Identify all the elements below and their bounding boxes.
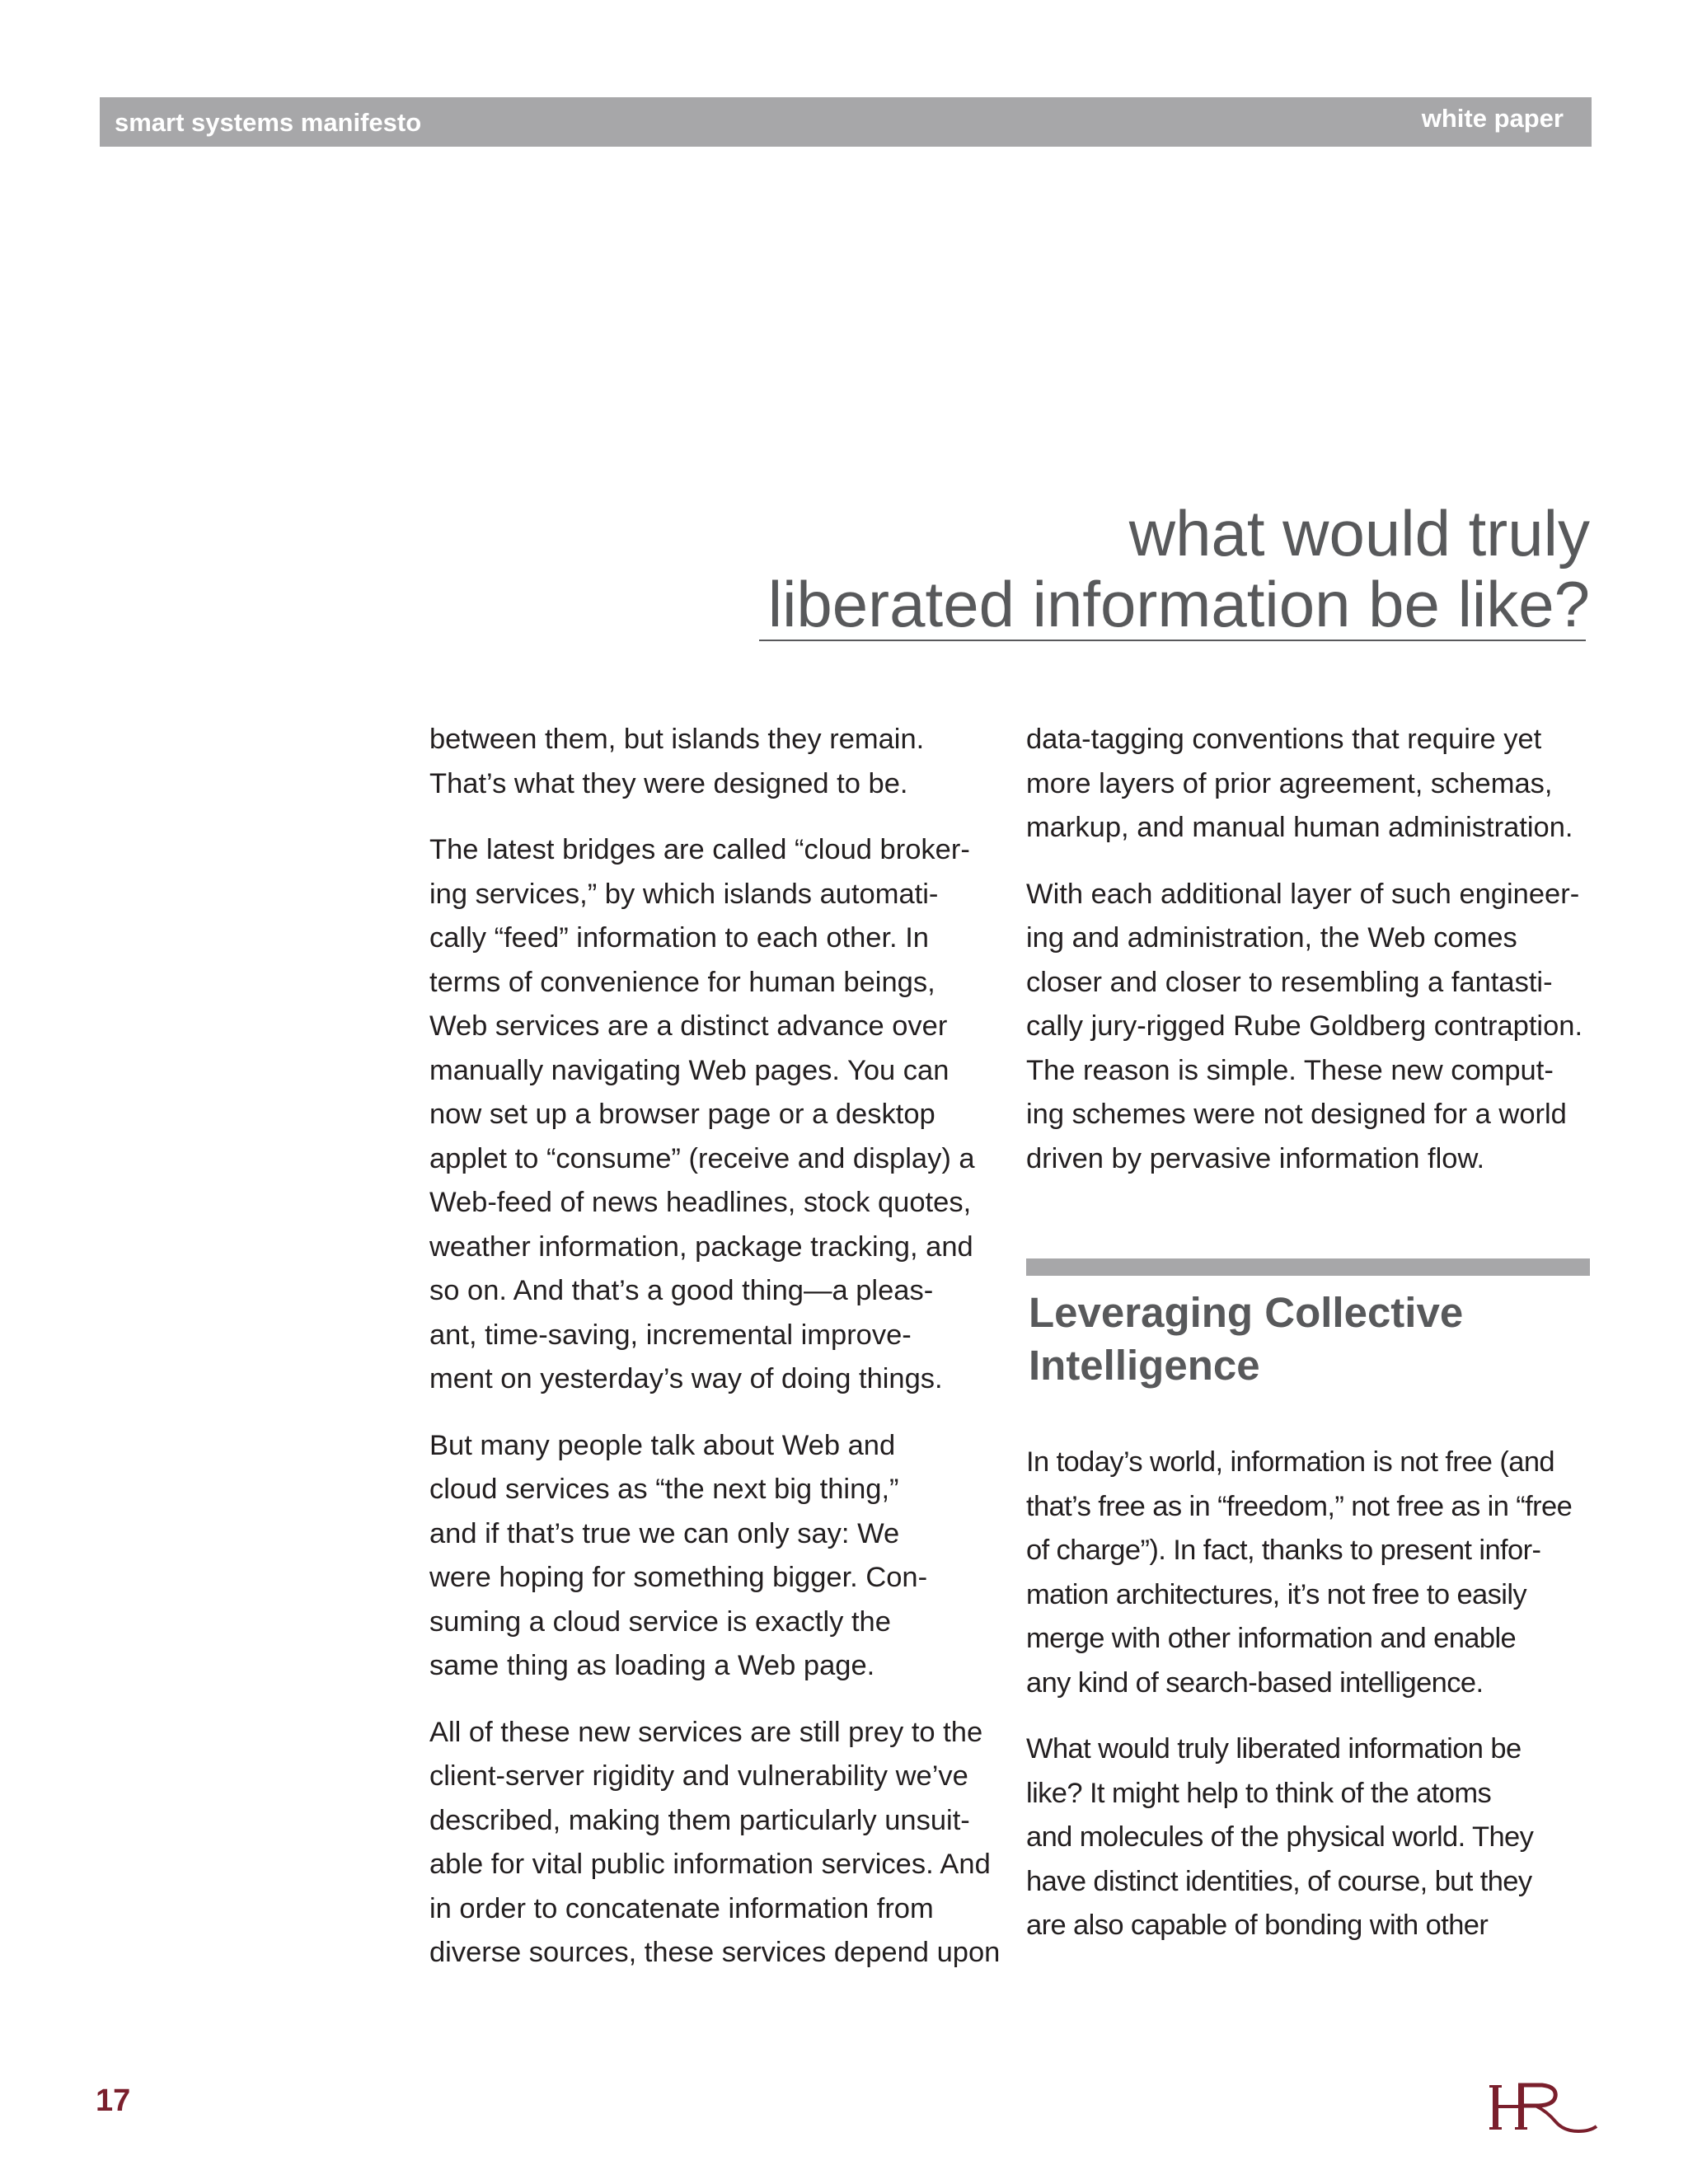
- text-line: more layers of prior agreement, schemas,: [1026, 767, 1553, 799]
- text-line: markup, and manual human administration.: [1026, 812, 1573, 843]
- text-line: cally jury-rigged Rube Goldberg contraption.: [1026, 1010, 1583, 1042]
- header-document-series: smart systems manifesto: [115, 108, 422, 137]
- text-line: Web-feed of news headlines, stock quotes,: [429, 1187, 972, 1218]
- text-line: ant, time-saving, incremental improve-: [429, 1319, 912, 1351]
- text-line: manually navigating Web pages. You can: [429, 1054, 950, 1086]
- text-line: that’s free as in “freedom,” not free as in “free: [1026, 1490, 1573, 1522]
- subhead-divider-bar: [1026, 1258, 1590, 1276]
- text-line: With each additional layer of such engineer-: [1026, 878, 1580, 910]
- text-line: ing and administration, the Web comes: [1026, 922, 1517, 954]
- text-line: data-tagging conventions that require yet: [1026, 724, 1542, 755]
- text-line: ing schemes were not designed for a world: [1026, 1099, 1567, 1130]
- text-line: described, making them particularly unsuit-: [429, 1804, 970, 1836]
- body-paragraph: [1026, 718, 1587, 851]
- text-line: The latest bridges are called “cloud broker-: [429, 834, 970, 865]
- body-paragraph: [1026, 1441, 1587, 1705]
- hr-logo-icon: [1488, 2079, 1603, 2136]
- text-line: ment on yesterday’s way of doing things.: [429, 1363, 943, 1394]
- body-paragraph: [1026, 873, 1587, 1182]
- text-line: What would truly liberated information be: [1026, 1733, 1522, 1765]
- text-line: ing services,” by which islands automati-: [429, 878, 939, 910]
- text-line: able for vital public information services. And: [429, 1849, 991, 1880]
- section-title-line-1: what would truly: [1128, 497, 1590, 569]
- text-line: closer and closer to resembling a fantasti-: [1026, 966, 1553, 998]
- text-line: diverse sources, these services depend upon: [429, 1937, 1001, 1968]
- text-line: like? It might help to think of the atoms: [1026, 1777, 1492, 1809]
- right-text-column: [1026, 718, 1587, 1203]
- text-line: All of these new services are still prey to the: [429, 1716, 983, 1748]
- text-line: In today’s world, information is not free (and: [1026, 1446, 1555, 1478]
- text-line: have distinct identities, of course, but they: [1026, 1865, 1532, 1897]
- section-title-line-2: liberated information be like?: [767, 568, 1590, 640]
- body-paragraph: [1026, 1727, 1587, 1948]
- section-title: [768, 498, 1590, 640]
- subhead-line-1: Leveraging Collective: [1029, 1289, 1464, 1336]
- left-text-column: [429, 718, 1001, 1998]
- text-line: of charge”). In fact, thanks to present infor-: [1026, 1535, 1541, 1566]
- right-text-column-lower: [1026, 1441, 1587, 1971]
- text-line: cally “feed” information to each other. In: [429, 922, 929, 954]
- body-paragraph: [429, 1711, 1001, 1975]
- text-line: The reason is simple. These new comput-: [1026, 1054, 1554, 1086]
- text-line: driven by pervasive information flow.: [1026, 1142, 1485, 1174]
- text-line: in order to concatenate information from: [429, 1892, 934, 1924]
- body-paragraph: [429, 718, 990, 806]
- text-line: and if that’s true we can only say: We: [429, 1517, 900, 1549]
- body-paragraph: [429, 828, 990, 1402]
- header-document-type: white paper: [1421, 104, 1564, 133]
- text-line: client-server rigidity and vulnerability we’ve: [429, 1760, 968, 1792]
- text-line: same thing as loading a Web page.: [429, 1650, 875, 1681]
- text-line: mation architectures, it’s not free to easily: [1026, 1578, 1527, 1610]
- text-line: now set up a browser page or a desktop: [429, 1099, 935, 1130]
- title-underline-rule: [759, 640, 1586, 641]
- text-line: Web services are a distinct advance over: [429, 1010, 948, 1042]
- subhead-leveraging-collective-intelligence: [1029, 1286, 1463, 1392]
- text-line: were hoping for something bigger. Con-: [429, 1562, 928, 1593]
- text-line: But many people talk about Web and: [429, 1429, 896, 1461]
- body-paragraph: [429, 1424, 990, 1689]
- text-line: merge with other information and enable: [1026, 1623, 1517, 1654]
- text-line: applet to “consume” (receive and display) a: [429, 1142, 975, 1174]
- page-number: 17: [96, 2083, 131, 2118]
- text-line: suming a cloud service is exactly the: [429, 1605, 891, 1638]
- text-line: That’s what they were designed to be.: [429, 767, 908, 799]
- text-line: cloud services as “the next big thing,”: [429, 1474, 899, 1505]
- text-line: and molecules of the physical world. They: [1026, 1821, 1534, 1853]
- text-line: weather information, package tracking, and: [429, 1230, 973, 1263]
- text-line: terms of convenience for human beings,: [429, 966, 935, 998]
- header-bar: [100, 97, 1592, 147]
- text-line: any kind of search-based intelligence.: [1026, 1666, 1484, 1699]
- text-line: are also capable of bonding with other: [1026, 1910, 1489, 1941]
- text-line: between them, but islands they remain.: [429, 724, 925, 755]
- text-line: so on. And that’s a good thing—a pleas-: [429, 1275, 934, 1306]
- subhead-line-2: Intelligence: [1029, 1342, 1260, 1389]
